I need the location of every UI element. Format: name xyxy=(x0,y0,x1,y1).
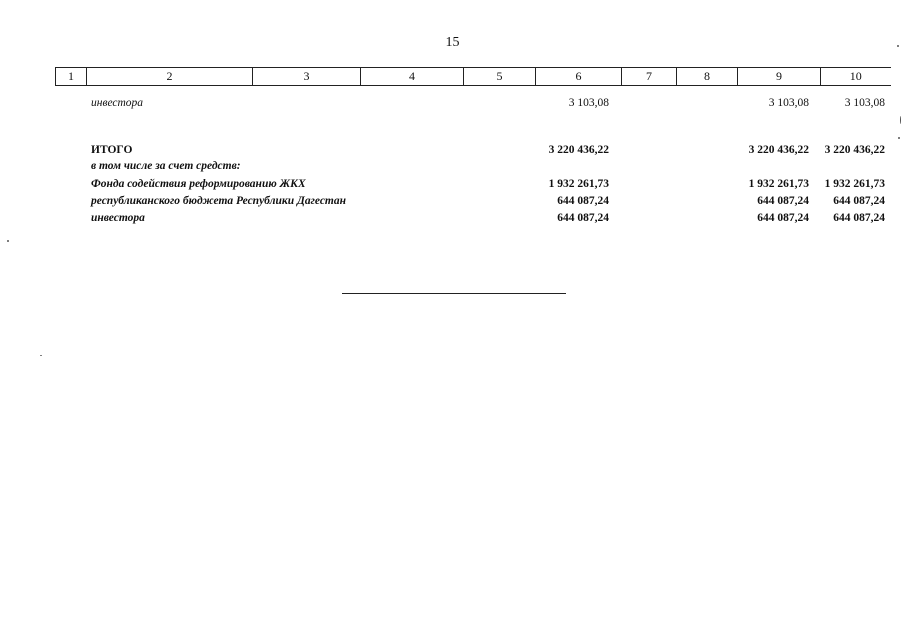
row-value-col9: 644 087,24 xyxy=(757,195,809,207)
table-row-republican-budget xyxy=(0,193,905,209)
row-value-col10: 1 932 261,73 xyxy=(824,178,885,190)
scan-speck xyxy=(897,45,899,47)
row-value-col6: 644 087,24 xyxy=(557,212,609,224)
row-value-col6: 1 932 261,73 xyxy=(548,178,609,190)
row-value-col10: 644 087,24 xyxy=(833,195,885,207)
column-header-cell: 8 xyxy=(677,68,738,86)
column-header-cell: 10 xyxy=(821,68,891,86)
row-label: в том числе за счет средств: xyxy=(91,160,241,172)
column-header-cell: 5 xyxy=(464,68,536,86)
closing-rule-line xyxy=(342,293,566,294)
column-header-cell: 1 xyxy=(56,68,87,86)
row-value-col10: 644 087,24 xyxy=(833,212,885,224)
table-row-investor-share xyxy=(0,95,905,111)
table-row-housing-fund xyxy=(0,176,905,192)
row-value-col9: 3 220 436,22 xyxy=(748,144,809,156)
row-label: инвестора xyxy=(91,97,144,109)
column-header-cell: 9 xyxy=(738,68,821,86)
row-value-col9: 644 087,24 xyxy=(757,212,809,224)
row-value-col6: 3 220 436,22 xyxy=(548,144,609,156)
row-label: Фонда содействия реформированию ЖКХ xyxy=(91,178,306,190)
page-number: 15 xyxy=(445,35,460,50)
table-row-total xyxy=(0,142,905,158)
column-header-row xyxy=(56,68,891,86)
row-value-col6: 3 103,08 xyxy=(568,97,609,109)
table-row-investor-total xyxy=(0,210,905,226)
row-value-col9: 3 103,08 xyxy=(768,97,809,109)
row-label: республиканского бюджета Республики Дагестан xyxy=(91,195,347,207)
scan-speck xyxy=(898,137,900,139)
column-header-table xyxy=(55,67,891,86)
row-value-col10: 3 220 436,22 xyxy=(824,144,885,156)
column-header-cell: 4 xyxy=(361,68,464,86)
column-header-cell: 6 xyxy=(536,68,622,86)
row-value-col9: 1 932 261,73 xyxy=(748,178,809,190)
column-header-cell: 3 xyxy=(253,68,361,86)
column-header-cell: 2 xyxy=(87,68,253,86)
row-value-col10: 3 103,08 xyxy=(844,97,885,109)
table-row-including-heading xyxy=(0,158,905,174)
column-header-cell: 7 xyxy=(622,68,677,86)
scan-speck xyxy=(40,355,42,356)
scan-speck xyxy=(7,240,9,242)
row-label: ИТОГО xyxy=(91,144,133,156)
scan-speck xyxy=(900,116,901,124)
row-label: инвестора xyxy=(91,212,145,224)
row-value-col6: 644 087,24 xyxy=(557,195,609,207)
